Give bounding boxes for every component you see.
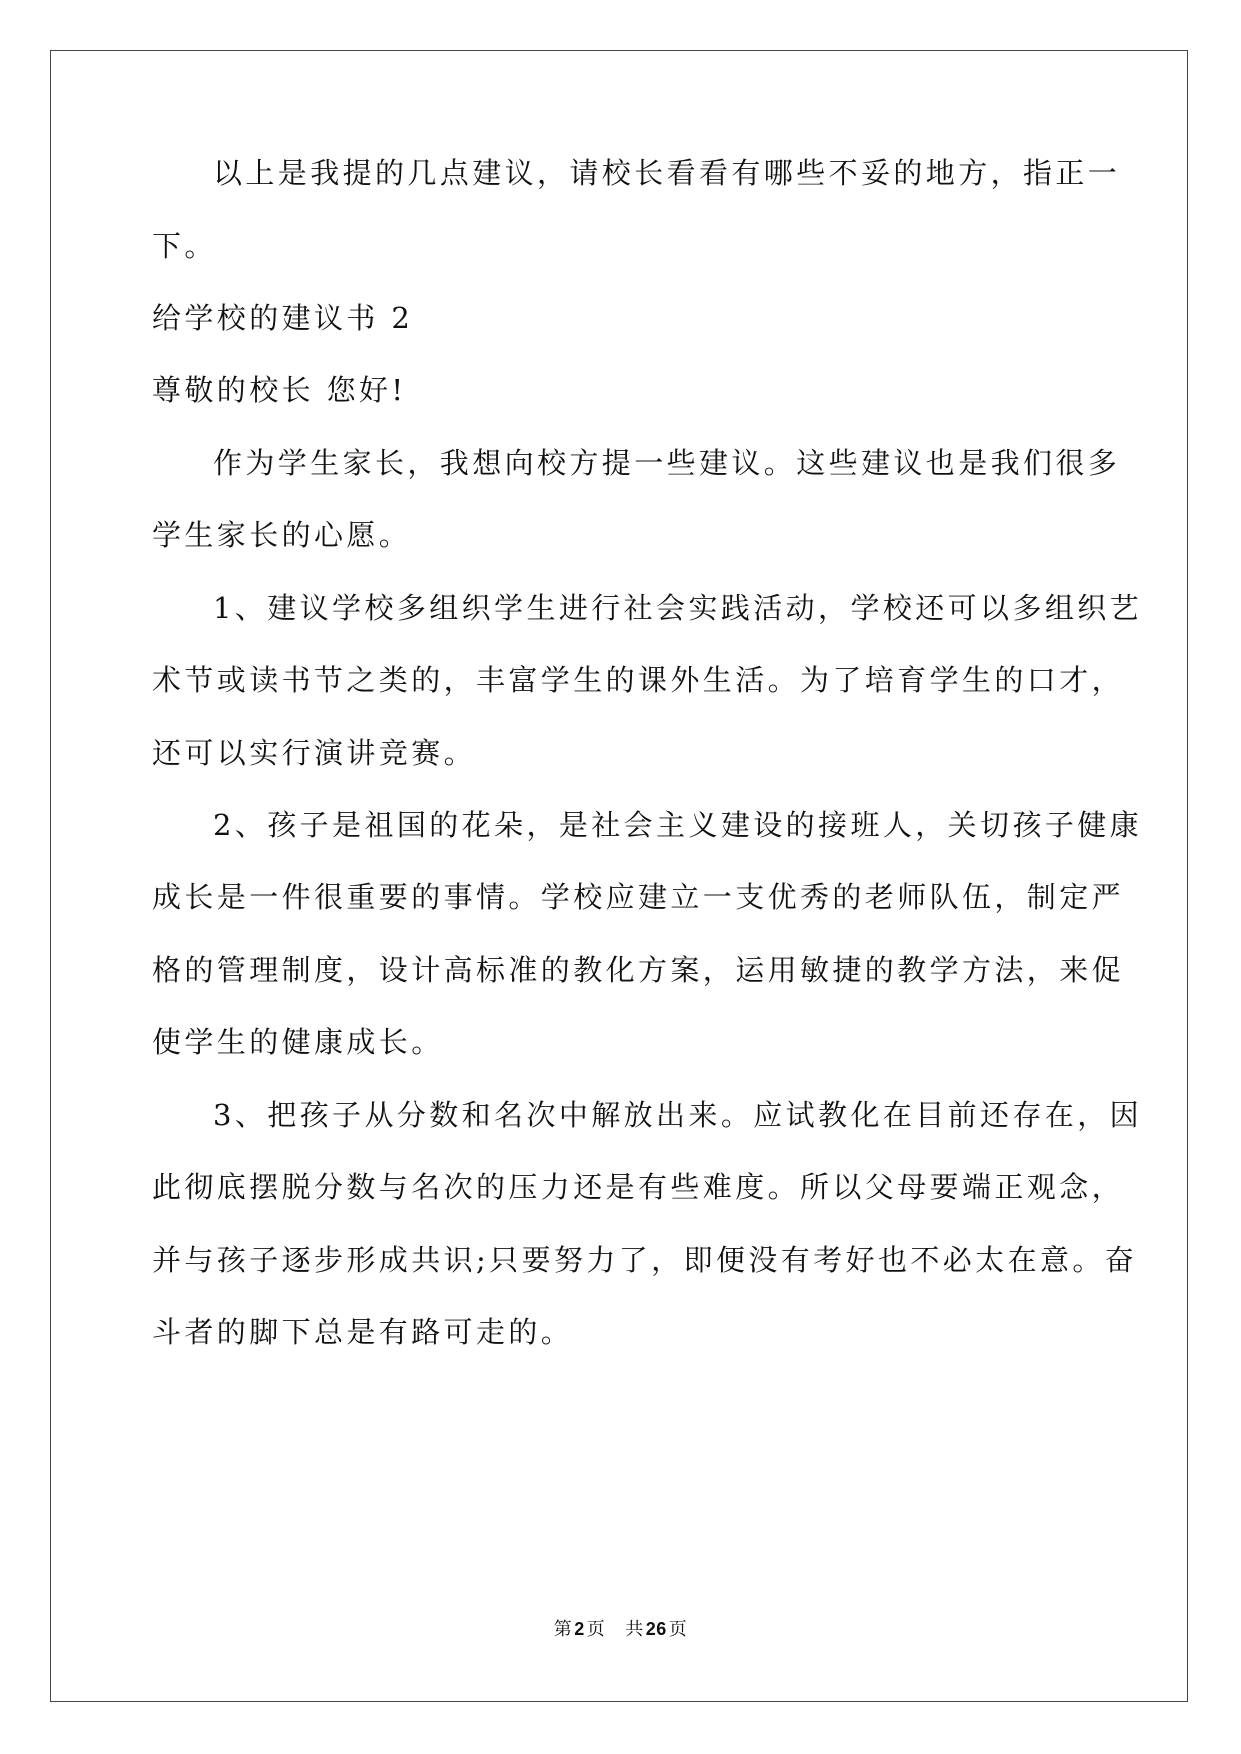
paragraph-line: 格的管理制度，设计高标准的教化方案，运用敏捷的教学方法，来促 [152,953,1125,987]
total-prefix: 共 [625,1619,644,1640]
paragraph-line: 此彻底摆脱分数与名次的压力还是有些难度。所以父母要端正观念， [152,1170,1125,1204]
section-heading: 给学校的建议书 2 [152,301,414,335]
total-suffix: 页 [668,1619,688,1640]
salutation: 尊敬的校长 您好! [152,373,407,407]
current-page-number: 2 [574,1619,585,1639]
paragraph-line: 斗者的脚下总是有路可走的。 [152,1315,574,1349]
paragraph-line: 还可以实行演讲竞赛。 [152,736,477,770]
paragraph-line: 并与孩子逐步形成共识;只要努力了，即便没有考好也不必太在意。奋 [152,1243,1138,1277]
page-prefix: 第 [553,1619,573,1640]
paragraph-line: 1、建议学校多组织学生进行社会实践活动，学校还可以多组织艺 [213,591,1143,625]
paragraph-line: 下。 [152,229,217,263]
page-suffix: 页 [586,1619,606,1640]
paragraph-line: 术节或读书节之类的，丰富学生的课外生活。为了培育学生的口才， [152,663,1125,697]
paragraph-line: 2、孩子是祖国的花朵，是社会主义建设的接班人，关切孩子健康 [213,808,1143,842]
total-page-number: 26 [645,1619,667,1639]
paragraph-line: 以上是我提的几点建议，请校长看看有哪些不妥的地方，指正一 [213,156,1121,190]
paragraph-line: 成长是一件很重要的事情。学校应建立一支优秀的老师队伍，制定严 [152,880,1125,914]
paragraph-line: 作为学生家长，我想向校方提一些建议。这些建议也是我们很多 [213,446,1121,480]
page-footer [0,1617,1241,1642]
paragraph-line: 使学生的健康成长。 [152,1025,444,1059]
paragraph-line: 学生家长的心愿。 [152,518,412,552]
paragraph-line: 3、把孩子从分数和名次中解放出来。应试教化在目前还存在，因 [213,1098,1143,1132]
